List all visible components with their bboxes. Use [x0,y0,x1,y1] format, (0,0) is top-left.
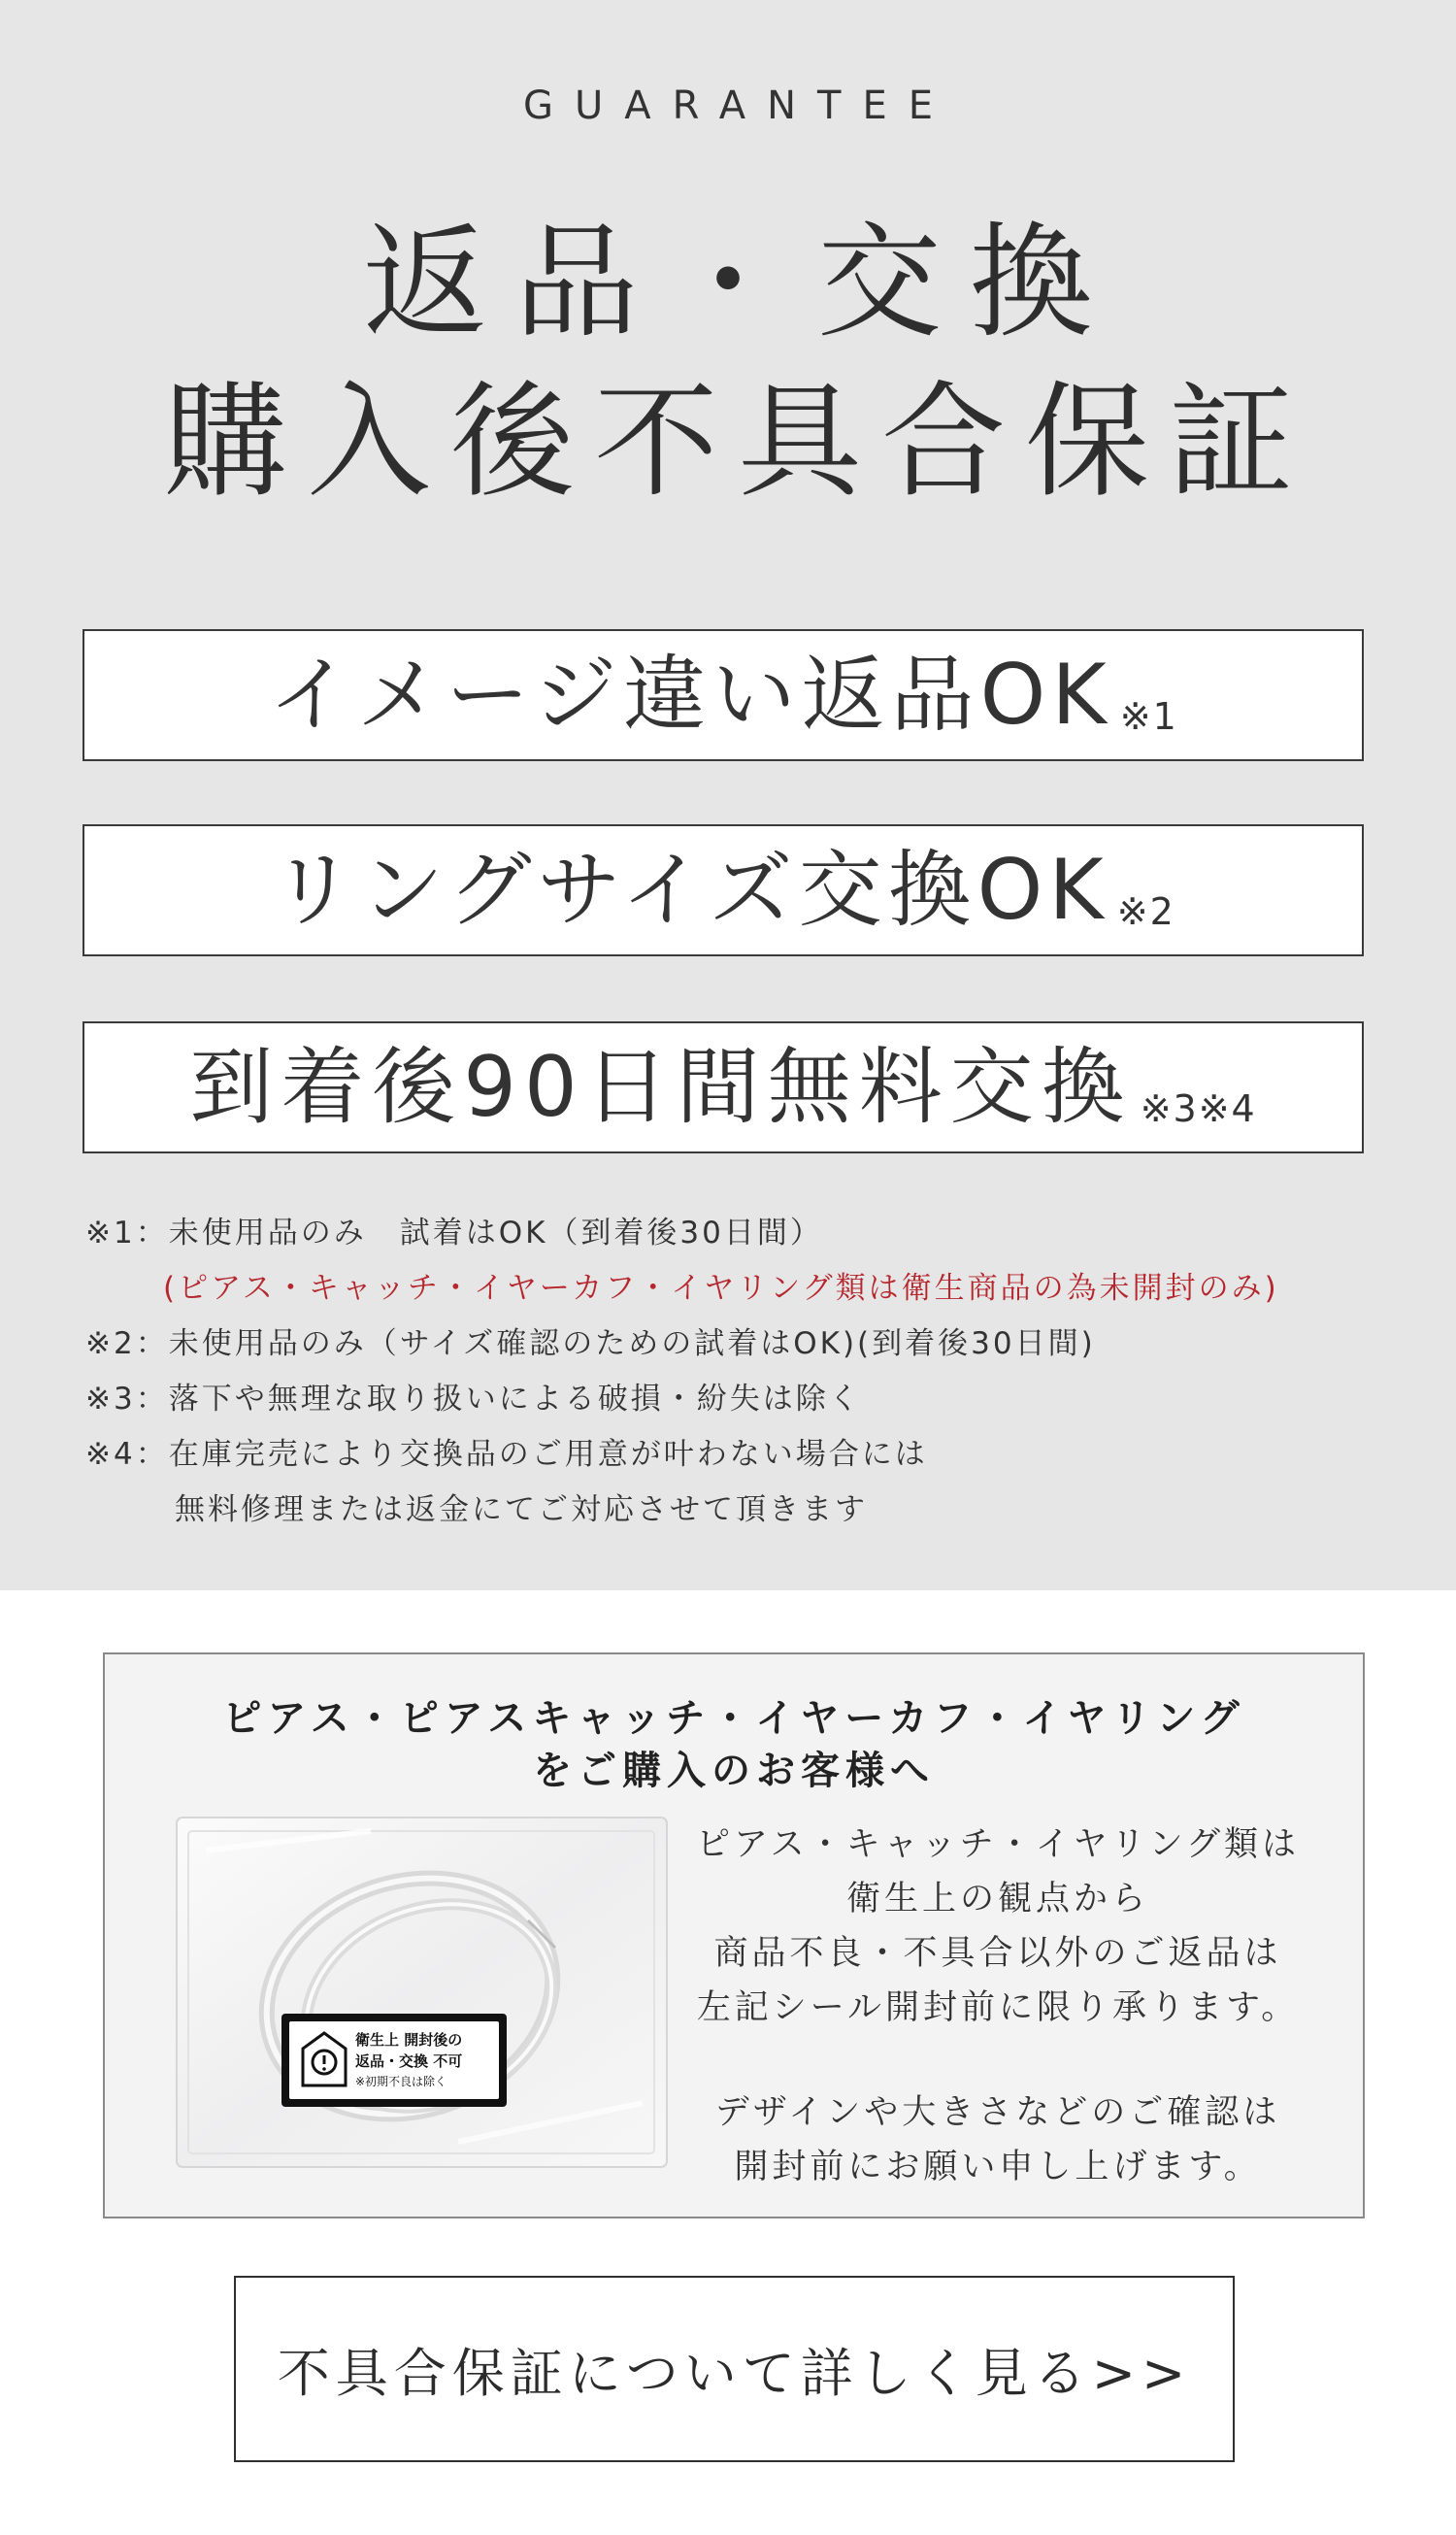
seal-text-line3: ※初期不良は除く [355,2075,447,2088]
benefit-footnote-ref: ※2 [1116,890,1175,933]
benefit-ring-size-exchange [83,824,1364,956]
benefit-return-ok [83,629,1364,761]
notice-line: 開封前にお願い申し上げます。 [734,2148,1262,2186]
notice-line: 衛生上の観点から [845,1880,1149,1918]
footnote-3: ※3：落下や無理な取り扱いによる破損・紛失は除く [85,1382,862,1417]
notice-spacer [648,2035,1347,2085]
notice-title-line1: ピアス・ピアスキャッチ・イヤーカフ・イヤリング [222,1696,1245,1741]
footnote-4-continued: 無料修理または返金にてご対応させて頂きます [175,1492,868,1527]
hygiene-seal-sticker [281,2014,507,2107]
seal-text-line2: 返品・交換 不可 [355,2052,463,2070]
footnote-2: ※2：未使用品のみ（サイズ確認のための試着はOK)(到着後30日間) [85,1326,1096,1361]
footnote-4: ※4：在庫完売により交換品のご用意が叶わない場合には [85,1437,928,1472]
benefit-free-exchange-90days [83,1021,1364,1153]
hygiene-notice-panel [103,1652,1365,2218]
page-title-line1: 返品・交換 [362,211,1120,355]
benefit-footnote-ref: ※3※4 [1140,1087,1257,1130]
seal-text-line1: 衛生上 開封後の [355,2031,463,2049]
footnote-1-warning: (ピアス・キャッチ・イヤーカフ・イヤリング類は衛生商品の為未開封のみ) [163,1271,1279,1306]
notice-line: 商品不良・不具合以外のご返品は [713,1934,1282,1973]
footnote-1: ※1：未使用品のみ 試着はOK（到着後30日間） [85,1216,823,1251]
sealed-earring-package-image [167,1812,681,2179]
warranty-details-button[interactable] [234,2276,1235,2462]
notice-body [648,1818,1347,2194]
benefit-label: イメージ違い返品OK [268,647,1112,744]
notice-title-line2: をご購入のお客様へ [533,1749,935,1793]
benefit-label: リングサイズ交換OK [271,842,1109,939]
warranty-details-label: 不具合保証について詳しく見る>> [277,2342,1192,2404]
footnotes [85,1206,1376,1538]
page-title-line2: 購入後不具合保証 [162,370,1312,515]
benefit-footnote-ref: ※1 [1119,695,1178,738]
notice-line: ピアス・キャッチ・イヤリング類は [696,1825,1300,1864]
notice-line: デザインや大きさなどのご確認は [714,2093,1281,2132]
section-eyebrow: GUARANTEE [522,83,955,128]
notice-line: 左記シール開封前に限り承ります。 [696,1988,1300,2027]
benefit-label: 到着後90日間無料交換 [189,1039,1133,1136]
